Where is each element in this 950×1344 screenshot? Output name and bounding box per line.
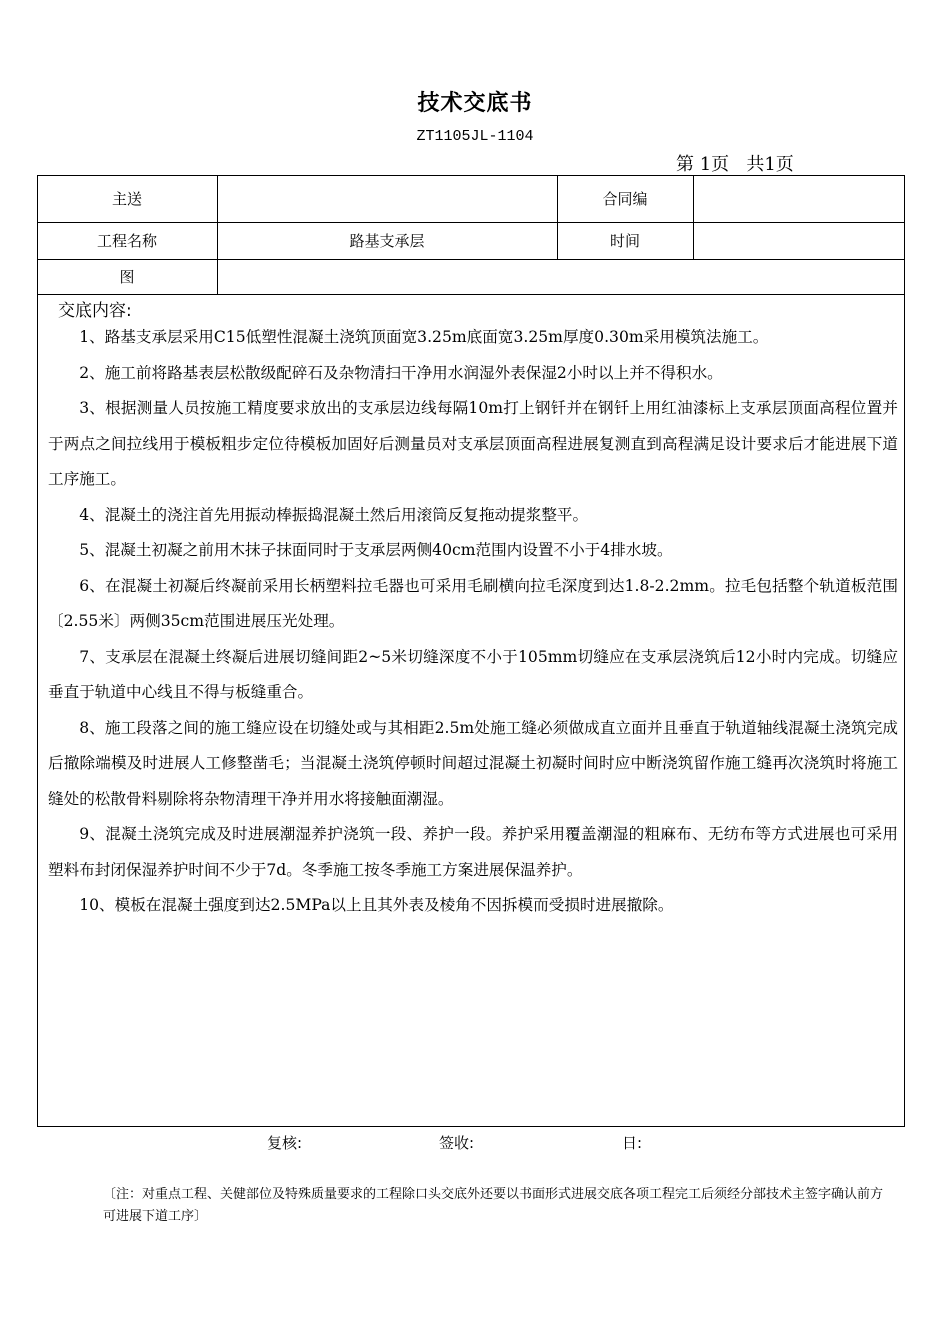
- contract-no-value: [693, 175, 905, 222]
- receive-label: 签收:: [439, 1134, 475, 1152]
- content-item: 8、施工段落之间的施工缝应设在切缝处或与其相距2.5m处施工缝必须做成直立面并且垂直于轨道轴线混凝土浇筑完成后撤除端模及时进展人工修整凿毛；当混凝土浇筑停顿时间超过混凝土初凝时间时应中断浇筑留作施工缝再次浇筑时将施工缝处的松散骨料剔除将杂物清理干净并用水将接触面潮湿。: [48, 718, 898, 808]
- document-title: 技术交底书: [417, 91, 533, 116]
- drawing-value: [217, 259, 905, 294]
- content-item: 7、支承层在混凝土终凝后进展切缝间距2~5米切缝深度不小于105mm切缝应在支承层浇筑后12小时内完成。切缝应垂直于轨道中心线且不得与板缝重合。: [48, 647, 898, 701]
- content-item: 10、模板在混凝土强度到达2.5MPa以上且其外表及棱角不因拆模而受损时进展撤除。: [79, 896, 674, 914]
- review-label: 复核:: [267, 1134, 303, 1152]
- recipient-value: [217, 175, 557, 222]
- table-divider: [37, 294, 905, 295]
- page-info: 第 1页 共1页: [676, 154, 794, 175]
- footnote: 〔注：对重点工程、关健部位及特殊质量要求的工程除口头交底外还要以书面形式进展交底各项工程完工后须经分部技术主签字确认前方可进展下道工序〕: [103, 1187, 884, 1224]
- recipient-label: 主送: [111, 190, 142, 208]
- content-item: 3、根据测量人员按施工精度要求放出的支承层边线每隔10m打上钢钎并在钢钎上用红油漆标上支承层顶面高程位置并于两点之间拉线用于模板粗步定位待模板加固好后测量员对支承层顶面高程进展复测直到高程满足设计要求后才能进展下道工序施工。: [48, 399, 898, 488]
- drawing-label: 图: [119, 268, 135, 286]
- content-item: 9、混凝土浇筑完成及时进展潮湿养护浇筑一段、养护一段。养护采用覆盖潮湿的粗麻布、无纺布等方式进展也可采用塑料布封闭保湿养护时间不少于7d。冬季施工按冬季施工方案进展保温养护。: [48, 825, 898, 879]
- content-item: 5、混凝土初凝之前用木抹子抹面同时于支承层两侧40cm范围内设置不小于4排水坡。: [79, 541, 673, 559]
- content-item: 1、路基支承层采用C15低塑性混凝土浇筑顶面宽3.25m底面宽3.25m厚度0.30m采用模筑法施工。: [79, 328, 769, 346]
- content-item: 4、混凝土的浇注首先用振动棒振捣混凝土然后用滚筒反复拖动提浆整平。: [79, 505, 589, 524]
- content-item: 6、在混凝土初凝后终凝前采用长柄塑料拉毛器也可采用毛刷横向拉毛深度到达1.8-2.2mm。拉毛包括整个轨道板范围〔2.55米〕两侧35cm范围进展压光处理。: [48, 576, 898, 630]
- contract-no-label: 合同编: [602, 190, 648, 208]
- project-name-label: 工程名称: [96, 232, 157, 250]
- date-label: 日:: [622, 1134, 643, 1152]
- document-number: ZT1105JL-1104: [416, 128, 534, 145]
- content-label: 交底内容:: [58, 301, 132, 321]
- content-item: 2、施工前将路基表层松散级配碎石及杂物清扫干净用水润湿外表保湿2小时以上并不得积水。: [79, 363, 723, 382]
- time-value: [693, 222, 905, 259]
- time-label: 时间: [609, 232, 640, 250]
- project-name-value: 路基支承层: [349, 232, 425, 250]
- disclosure-content: [48, 320, 898, 924]
